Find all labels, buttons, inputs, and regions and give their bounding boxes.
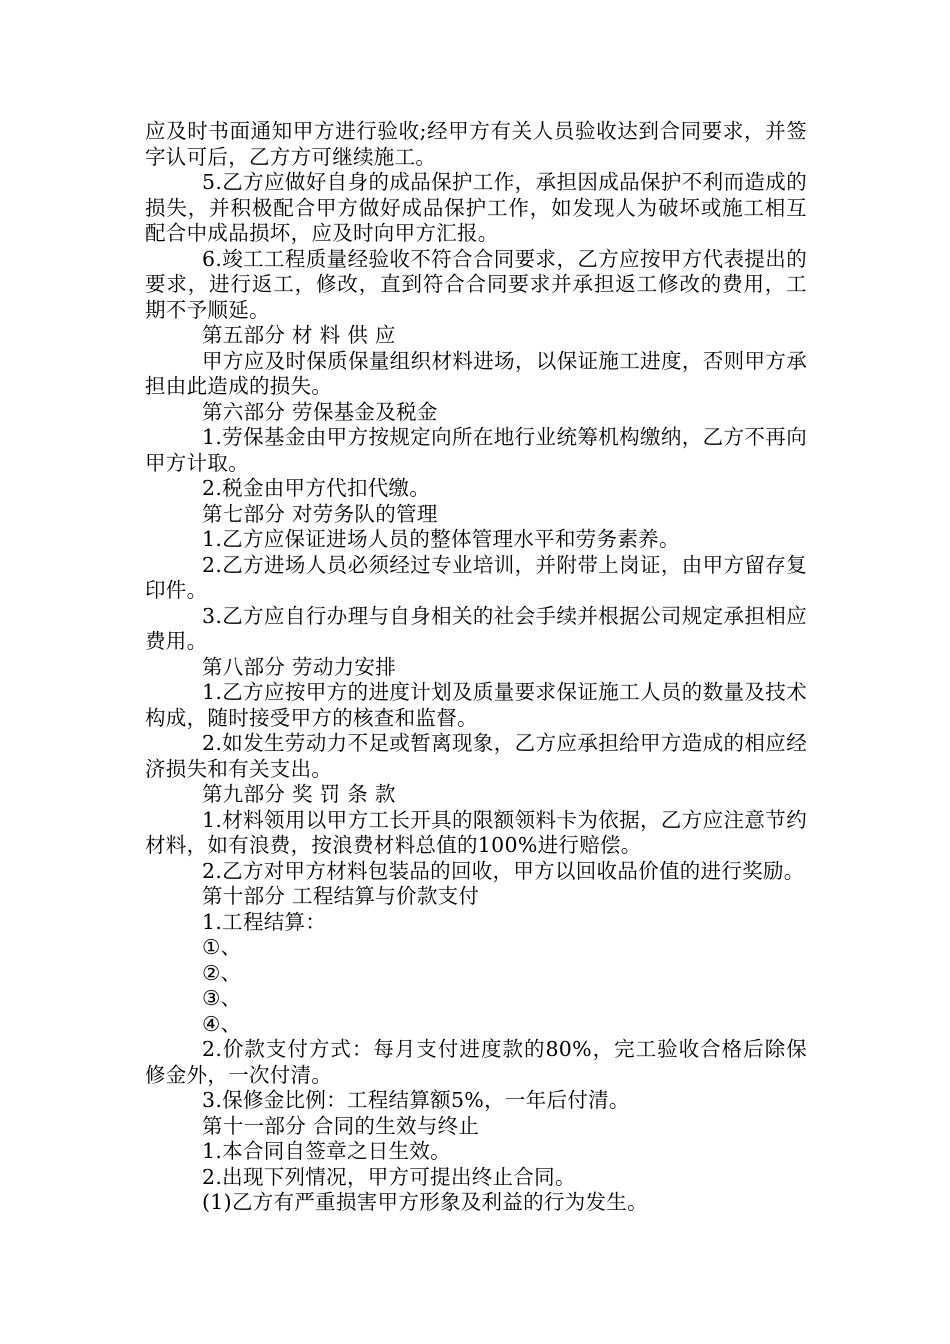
paragraph-penalty-1: 1.材料领用以甲方工长开具的限额领料卡为依据，乙方应注意节约材料，如有浪费，按浪费材料总值的100%进行赔偿。 [145,807,807,857]
list-item-circled-4: ④、 [202,1011,242,1036]
paragraph-warranty: 3.保修金比例：工程结算额5%，一年后付清。 [202,1088,630,1112]
section-heading-11: 第十一部分 合同的生效与终止 [202,1113,480,1138]
paragraph-termination-case-1: (1)乙方有严重损害甲方形象及利益的行为发生。 [202,1190,648,1214]
paragraph-penalty-2: 2.乙方对甲方材料包装品的回收，甲方以回收品价值的进行奖励。 [202,858,805,883]
paragraph-materials: 甲方应及时保质保量组织材料进场，以保证施工进度，否则甲方承担由此造成的损失。 [145,348,807,398]
paragraph-team-2: 2.乙方进场人员必须经过专业培训，并附带上岗证，由甲方留存复印件。 [145,552,807,602]
paragraph-labor-1: 1.乙方应按甲方的进度计划及质量要求保证施工人员的数量及技术构成，随时接受甲方的核查和监督。 [145,680,807,730]
list-item-circled-2: ②、 [202,960,242,985]
paragraph-effective: 1.本合同自签章之日生效。 [202,1139,451,1163]
paragraph-team-1: 1.乙方应保证进场人员的整体管理水平和劳务素养。 [202,527,680,551]
paragraph-termination: 2.出现下列情况，甲方可提出终止合同。 [202,1164,576,1189]
section-heading-9: 第九部分 奖 罚 条 款 [202,782,396,806]
section-heading-6: 第六部分 劳保基金及税金 [202,399,438,424]
paragraph-labor-fund: 1.劳保基金由甲方按规定向所在地行业统筹机构缴纳，乙方不再向甲方计取。 [145,425,807,475]
section-heading-7: 第七部分 对劳务队的管理 [202,501,438,526]
paragraph-team-3: 3.乙方应自行办理与自身相关的社会手续并根据公司规定承担相应费用。 [145,603,807,653]
list-item-circled-3: ③、 [202,986,242,1010]
paragraph-item-6: 6.竣工工程质量经验收不符合合同要求，乙方应按甲方代表提出的要求，进行返工，修改，直到符合合同要求并承担返工修改的费用，工期不予顺延。 [145,246,807,322]
section-heading-10: 第十部分 工程结算与价款支付 [202,884,480,908]
list-item-circled-1: ①、 [202,935,242,959]
section-heading-8: 第八部分 劳动力安排 [202,654,397,679]
paragraph-settlement: 1.工程结算： [202,909,327,934]
section-heading-5: 第五部分 材 料 供 应 [202,323,396,347]
paragraph-item-5: 5.乙方应做好自身的成品保护工作，承担因成品保护不利而造成的损失，并积极配合甲方做好成品保护工作，如发现人为破坏或施工相互配合中成品损坏，应及时向甲方汇报。 [145,170,807,245]
paragraph-tax: 2.税金由甲方代扣代缴。 [202,476,431,500]
paragraph-labor-2: 2.如发生劳动力不足或暂离现象，乙方应承担给甲方造成的相应经济损失和有关支出。 [145,731,807,781]
document-page [145,119,807,1216]
paragraph-payment: 2.价款支付方式：每月支付进度款的80%，完工验收合格后除保修金外，一次付清。 [145,1037,807,1087]
paragraph-continuation: 应及时书面通知甲方进行验收;经甲方有关人员验收达到合同要求，并签字认可后，乙方方可继续施工。 [145,119,807,169]
